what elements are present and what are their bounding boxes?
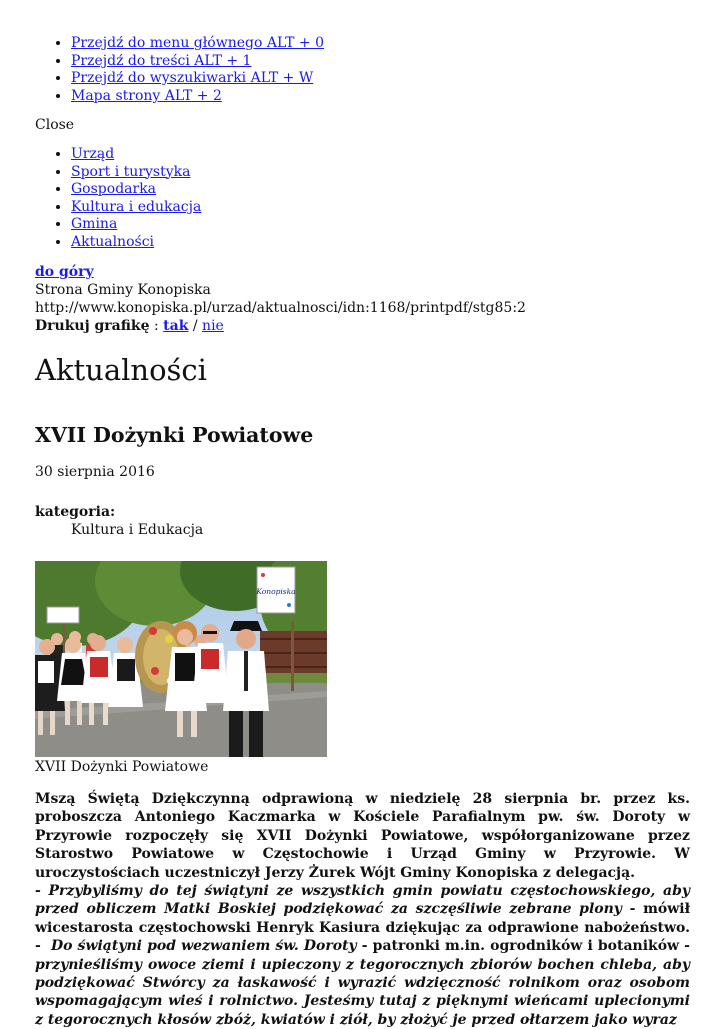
- page-url: http://www.konopiska.pl/urzad/aktualnosci/idn:1168/printpdf/stg85:2: [35, 300, 526, 316]
- quote-3: przynieśliśmy owoce ziemi i upieczony z tegorocznych zbiorów bochen chleba, aby podziękować Stwórcy za łaskawość i wyrazić wdzięczność rolnikom oraz osobom wspomagającym wieś i rolnictwo. Jesteśmy tutaj z pięknymi wieńcami uplecionymi z tegorocznych kłosów zbóż, kwiatów i ziół, by złożyć je przed ołtarzem jako wyraz: [35, 956, 690, 1028]
- skip-link-main-menu[interactable]: Przejdź do menu głównego ALT + 0: [71, 35, 324, 51]
- text-mid-2: - patronki m.in. ogrodników i botaników -: [356, 938, 690, 955]
- nav-item: [71, 234, 201, 252]
- article-lead: Mszą Świętą Dziękczynną odprawioną w niedzielę 28 sierpnia br. przez ks. proboszcza Antoniego Kaczmarka w Kościele Parafialnym pw. św. Doroty w Przyrowie rozpoczęły się XVII Dożynki Powiatowe, współorganizowane przez Starostwo Powiatowe w Częstochowie i Urząd Gminy w Przyrowie. W uroczystościach uczestniczył Jerzy Żurek Wójt Gminy Konopiska z delegacją.: [35, 791, 690, 881]
- article-title: XVII Dożynki Powiatowe: [35, 423, 314, 447]
- nav-link-urzad[interactable]: Urząd: [71, 146, 115, 162]
- site-name: Strona Gminy Konopiska: [35, 282, 211, 298]
- nav-link-kultura[interactable]: Kultura i edukacja: [71, 198, 202, 215]
- nav-item: [71, 199, 201, 217]
- nav-item: [71, 216, 201, 234]
- skip-link-sitemap[interactable]: Mapa strony ALT + 2: [71, 87, 222, 104]
- nav-link-gospodarka[interactable]: Gospodarka: [71, 181, 157, 198]
- print-graphics-colon: :: [149, 318, 164, 334]
- nav-item: [71, 181, 201, 199]
- print-graphics-row: [35, 317, 526, 335]
- article-body: [35, 790, 695, 1029]
- print-graphics-label: Drukuj grafikę: [35, 318, 150, 334]
- close-label: Close: [35, 117, 75, 133]
- article-date: 30 sierpnia 2016: [35, 464, 155, 480]
- print-graphics-no-link[interactable]: nie: [202, 318, 224, 334]
- quote-2: Do świątyni pod wezwaniem św. Doroty: [45, 938, 357, 955]
- nav-link-sport[interactable]: Sport i turystyka: [71, 163, 191, 180]
- main-nav: [71, 146, 201, 252]
- nav-link-aktualnosci[interactable]: Aktualności: [71, 233, 155, 250]
- section-title: Aktualności: [35, 353, 207, 387]
- nav-link-gmina[interactable]: Gmina: [71, 216, 118, 233]
- skip-link-item: [71, 53, 324, 71]
- back-to-top-link[interactable]: do góry: [35, 264, 94, 280]
- nav-item: [71, 164, 201, 182]
- print-graphics-slash: /: [188, 318, 203, 334]
- photo-caption: XVII Dożynki Powiatowe: [35, 759, 209, 775]
- article-paragraph: [35, 882, 695, 1029]
- text-mid-1: - mówił wicestarosta częstochowski Henryk Kasiura dziękując za odprawione nabożeństwo. -: [35, 901, 695, 955]
- nav-item: [71, 146, 201, 164]
- skip-link-content[interactable]: Przejdź do treści ALT + 1: [71, 52, 252, 69]
- skip-link-item: [71, 70, 324, 88]
- article-photo: [35, 561, 327, 757]
- category-value: Kultura i Edukacja: [71, 522, 204, 538]
- skip-link-item: [71, 88, 324, 106]
- skip-link-item: [71, 35, 324, 53]
- print-graphics-yes-link[interactable]: tak: [163, 318, 189, 334]
- sign-text: Konopiska: [256, 587, 296, 596]
- quote-1: - Przybyliśmy do tej świątyni ze wszystkich gmin powiatu częstochowskiego, aby przed obliczem Matki Boskiej podziękować za szczęśliwie zebrane plony: [35, 883, 690, 918]
- skip-links-list: [71, 35, 324, 105]
- print-header: [35, 263, 526, 335]
- category-label: kategoria:: [35, 504, 116, 520]
- skip-link-search[interactable]: Przejdź do wyszukiwarki ALT + W: [71, 70, 314, 87]
